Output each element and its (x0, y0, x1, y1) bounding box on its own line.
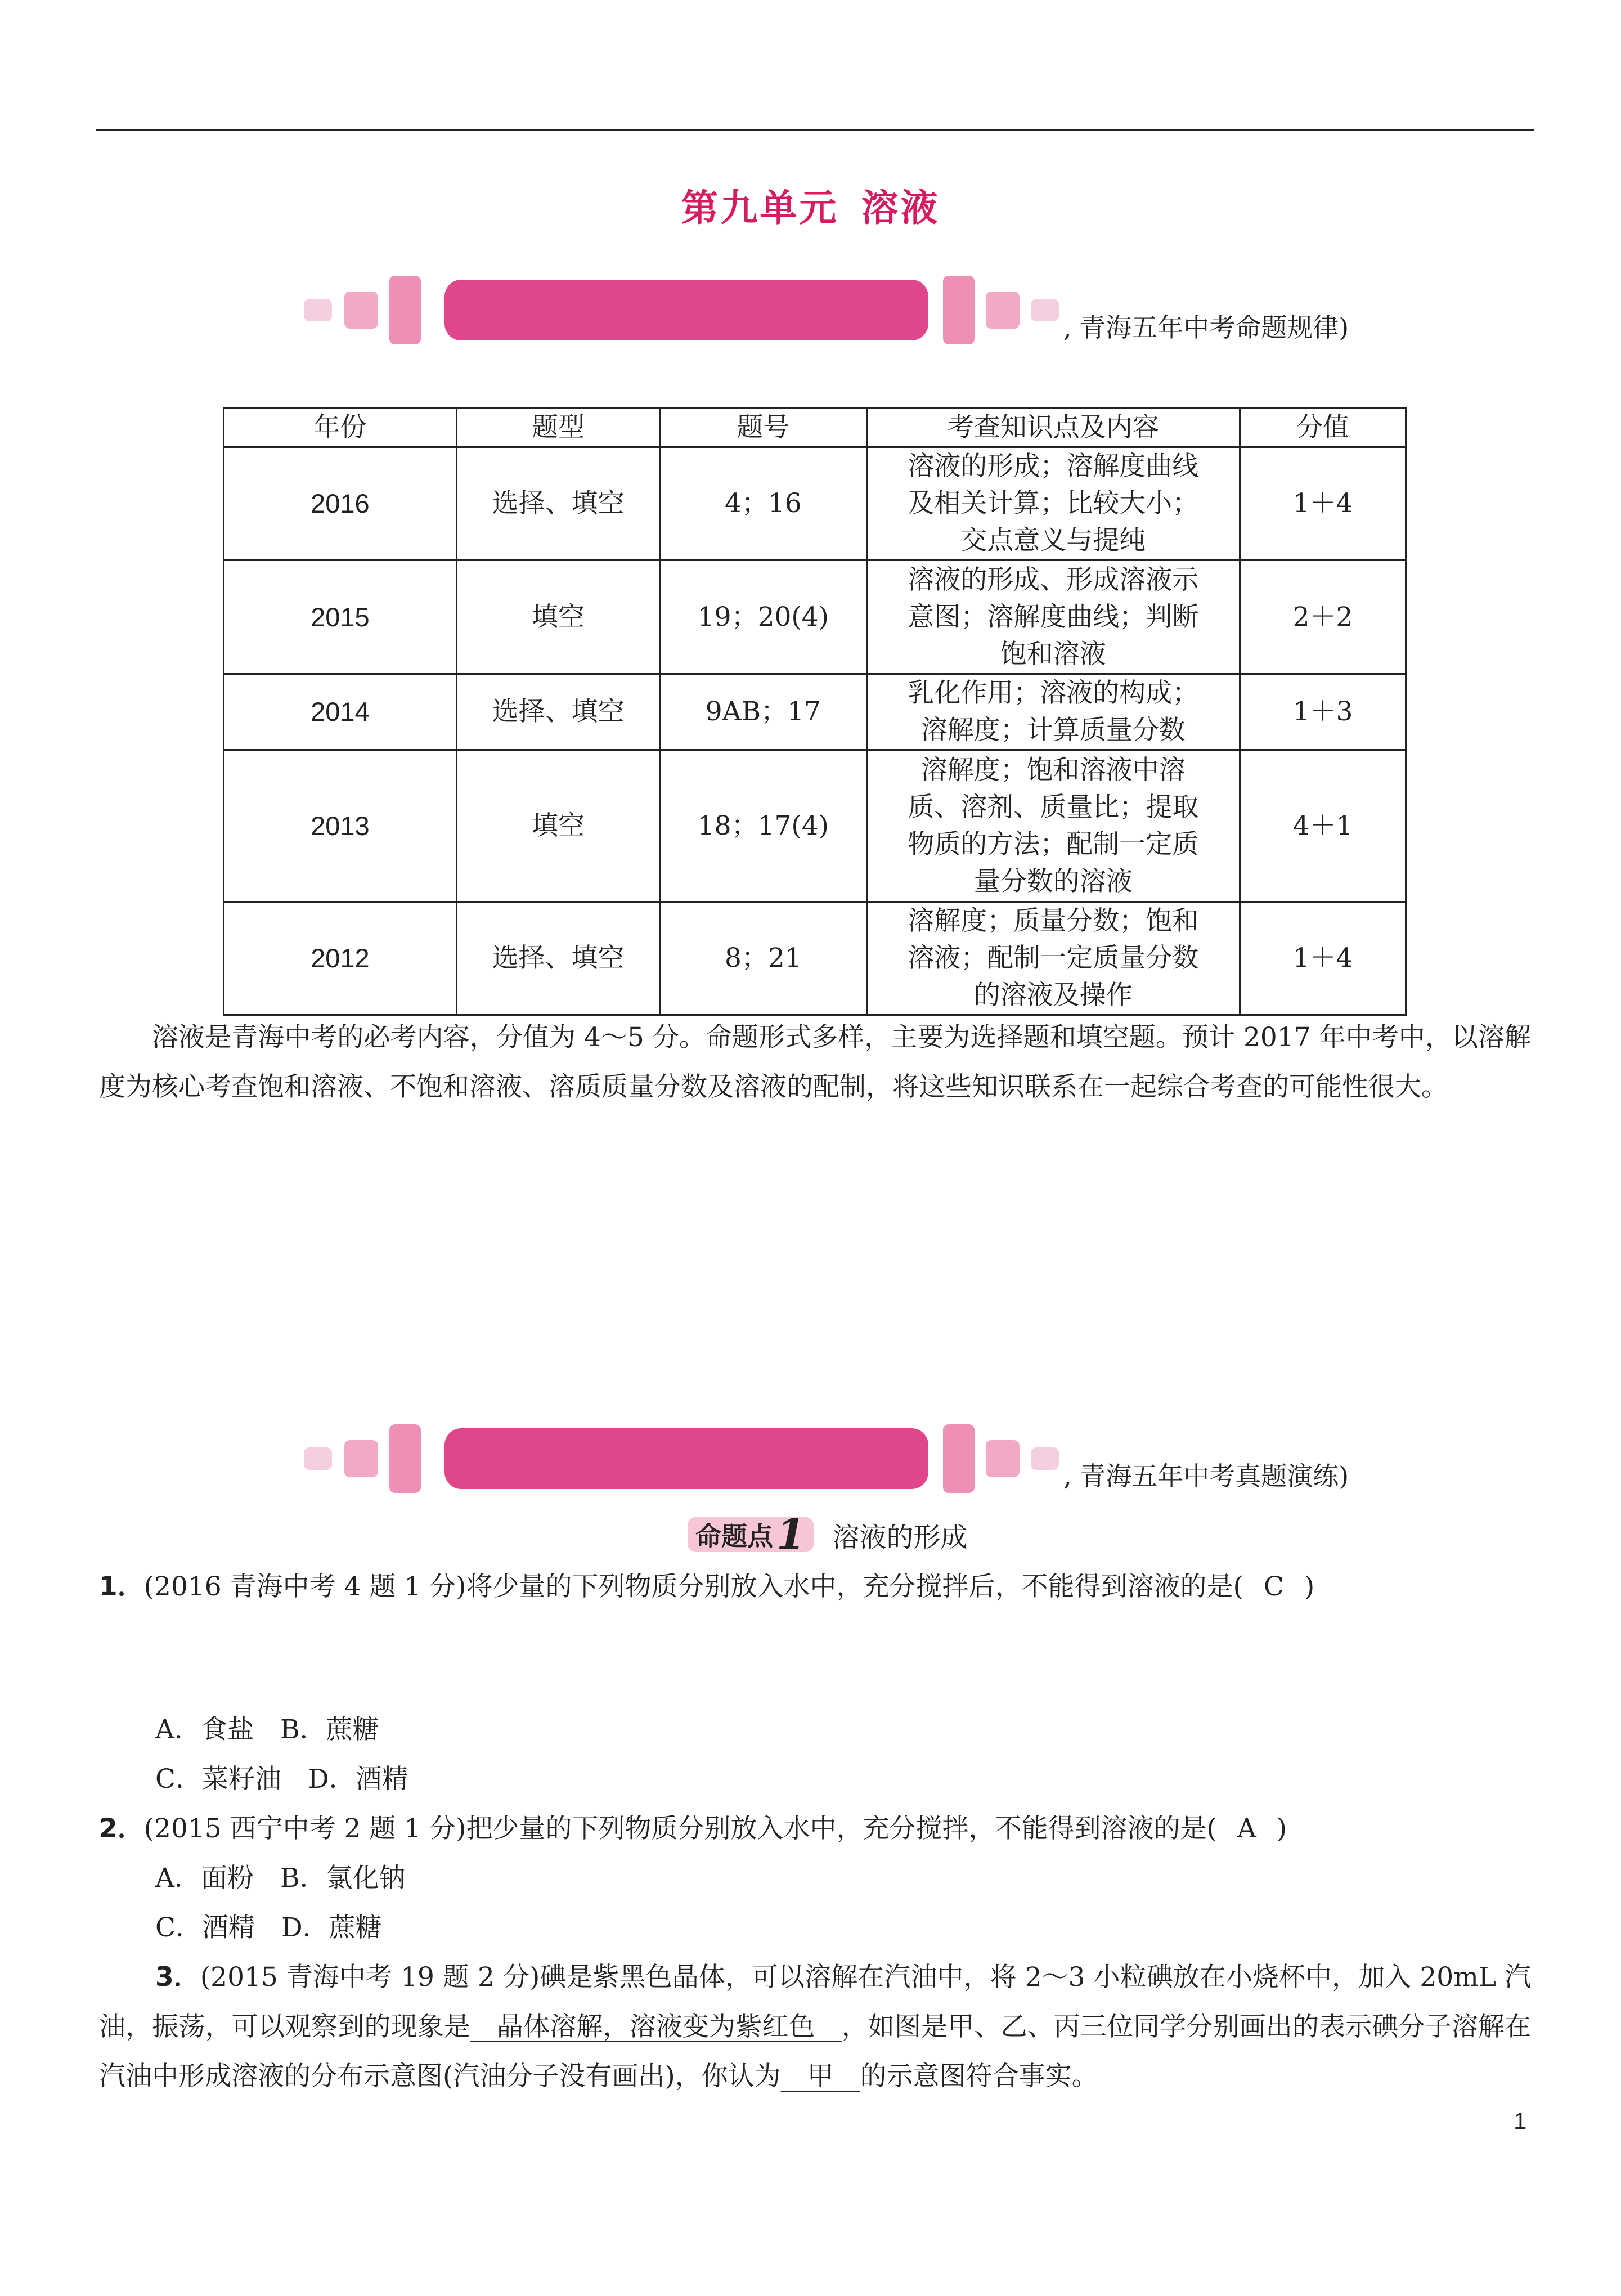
content-line: 交点意义与提纯 (960, 525, 1146, 556)
banner-decor-square (986, 1440, 1020, 1477)
content-line: 乳化作用；溶液的构成； (908, 678, 1199, 708)
banner-decor-square (304, 299, 332, 321)
banner-decor-square (986, 292, 1020, 329)
question-close: ) (1304, 1571, 1315, 1602)
table-row (224, 560, 1406, 674)
table-row (224, 674, 1406, 750)
content-line: 溶解度；计算质量分数 (920, 715, 1186, 746)
cell-year: 2015 (224, 560, 457, 674)
cell-year: 2014 (224, 674, 457, 750)
question-answer: C (1263, 1571, 1284, 1602)
cell-type: 选择、填空 (456, 902, 659, 1015)
question-text: 的示意图符合事实。 (860, 2061, 1098, 2092)
question-3 (99, 1953, 1531, 2101)
header-type: 题型 (456, 409, 659, 447)
question-answer: A (1237, 1813, 1256, 1844)
answer-blank (781, 2061, 860, 2092)
cell-number: 8；21 (660, 902, 866, 1015)
content-line: 及相关计算；比较大小； (908, 488, 1199, 519)
question-number: 3． (155, 1962, 200, 1993)
answer-blank (470, 2011, 842, 2042)
banner-pill (444, 280, 928, 340)
banner-label-2: , 青海五年中考真题演练) (1063, 1461, 1349, 1491)
question-stem: 把少量的下列物质分别放入水中，充分搅拌，不能得到溶液的是( (466, 1813, 1217, 1844)
cell-content (866, 902, 1240, 1015)
knowledge-point-number: 1 (776, 1510, 806, 1559)
section-banner-2 (304, 1422, 1063, 1495)
table-row (224, 902, 1406, 1015)
header-year: 年份 (224, 409, 457, 447)
cell-number: 4；16 (660, 447, 866, 560)
table-header-row (224, 409, 1406, 447)
question-2 (99, 1804, 1531, 1854)
cell-content (866, 674, 1240, 750)
cell-number: 19；20(4) (660, 560, 866, 674)
content-line: 饱和溶液 (1000, 638, 1106, 670)
cell-content (866, 447, 1240, 560)
content-line: 的溶液及操作 (973, 980, 1133, 1011)
option-line: C．酒精 D．蔗糖 (155, 1912, 382, 1943)
banner-decor-square (943, 276, 975, 344)
question-close: ) (1276, 1813, 1287, 1844)
question-stem: 将少量的下列物质分别放入水中，充分搅拌后，不能得到溶液的是( (466, 1571, 1243, 1602)
option-line: A．面粉 B．氯化钠 (155, 1863, 406, 1894)
knowledge-point-label: 命题点 (695, 1521, 773, 1551)
content-line: 溶解度；饱和溶液中溶 (920, 754, 1186, 786)
question-text: 碘是紫黑色晶体，可以溶解在汽油中，将 2～3 小粒碘放在小烧杯中，加入 20mL 汽油，振荡，可以观察到的现象是 (99, 1962, 1531, 2042)
page-number: 1 (1514, 2107, 1527, 2134)
cell-year: 2013 (224, 750, 457, 902)
banner-label-1: , 青海五年中考命题规律) (1063, 312, 1349, 343)
banner-decor-square (1031, 1447, 1059, 1470)
header-content: 考查知识点及内容 (866, 409, 1240, 447)
cell-type: 选择、填空 (456, 447, 659, 560)
header-score: 分值 (1240, 409, 1406, 447)
cell-type: 填空 (456, 750, 659, 902)
section-banner-1 (304, 273, 1063, 347)
content-line: 溶解度；质量分数；饱和 (908, 905, 1199, 936)
page-title-unit: 第九单元 (681, 186, 839, 230)
top-rule (96, 129, 1534, 131)
summary-paragraph (99, 1013, 1531, 1112)
knowledge-point-tag (688, 1510, 814, 1559)
question-1 (99, 1562, 1531, 1612)
knowledge-point-title: 溶液的形成 (832, 1521, 968, 1553)
question-source: (2016 青海中考 4 题 1 分) (143, 1571, 466, 1602)
cell-year: 2012 (224, 902, 457, 1015)
page-title (0, 178, 1621, 231)
content-line: 量分数的溶液 (973, 866, 1133, 897)
option-line: C．菜籽油 D．酒精 (155, 1764, 408, 1795)
question-number: 1． (99, 1571, 144, 1602)
cell-number: 9AB；17 (660, 674, 866, 750)
banner-decor-square (389, 1424, 421, 1493)
content-line: 溶液；配制一定质量分数 (908, 943, 1199, 974)
banner-decor-square (344, 292, 378, 329)
cell-type: 选择、填空 (456, 674, 659, 750)
cell-score: 1＋4 (1240, 902, 1406, 1015)
header-number: 题号 (660, 409, 866, 447)
option-line: A．食盐 B．蔗糖 (155, 1714, 379, 1745)
content-line: 溶液的形成；溶解度曲线 (908, 451, 1199, 482)
cell-score: 2＋2 (1240, 560, 1406, 674)
answer-blank-text: 甲 (807, 2061, 834, 2092)
cell-score: 1＋4 (1240, 447, 1406, 560)
banner-decor-square (943, 1424, 975, 1493)
question-text: ，如图是甲、乙、丙三位同学分别画出的表示碘分子溶解在汽油中形成溶液的分布示意图(汽油分子没有画出)，你认为 (99, 2011, 1532, 2092)
content-line: 质、溶剂、质量比；提取 (908, 791, 1199, 823)
cell-type: 填空 (456, 560, 659, 674)
cell-number: 18；17(4) (660, 750, 866, 902)
content-line: 溶液的形成、形成溶液示 (908, 564, 1199, 595)
table-row (224, 447, 1406, 560)
knowledge-point-heading (688, 1510, 968, 1559)
answer-blank-text: 晶体溶解，溶液变为紫红色 (497, 2011, 815, 2042)
question-number: 2． (99, 1813, 144, 1844)
cell-content (866, 750, 1240, 902)
cell-score: 4＋1 (1240, 750, 1406, 902)
summary-text: 溶液是青海中考的必考内容，分值为 4～5 分。命题形式多样，主要为选择题和填空题。预计 2017 年中考中，以溶解度为核心考查饱和溶液、不饱和溶液、溶质质量分数及溶液的配制，将这些知识联系在一起综合考查的可能性很大。 (99, 1022, 1531, 1102)
banner-pill (444, 1428, 928, 1489)
content-line: 物质的方法；配制一定质 (908, 828, 1199, 860)
banner-decor-square (389, 276, 421, 344)
table-row (224, 750, 1406, 902)
question-source: (2015 青海中考 19 题 2 分) (200, 1962, 540, 1993)
cell-content (866, 560, 1240, 674)
page-title-topic: 溶液 (861, 186, 940, 230)
cell-score: 1＋3 (1240, 674, 1406, 750)
banner-decor-square (344, 1440, 378, 1477)
banner-decor-square (304, 1447, 332, 1470)
exam-stats-table (223, 407, 1407, 1016)
content-line: 意图；溶解度曲线；判断 (908, 601, 1199, 633)
cell-year: 2016 (224, 447, 457, 560)
banner-decor-square (1031, 299, 1059, 321)
question-source: (2015 西宁中考 2 题 1 分) (143, 1813, 466, 1844)
